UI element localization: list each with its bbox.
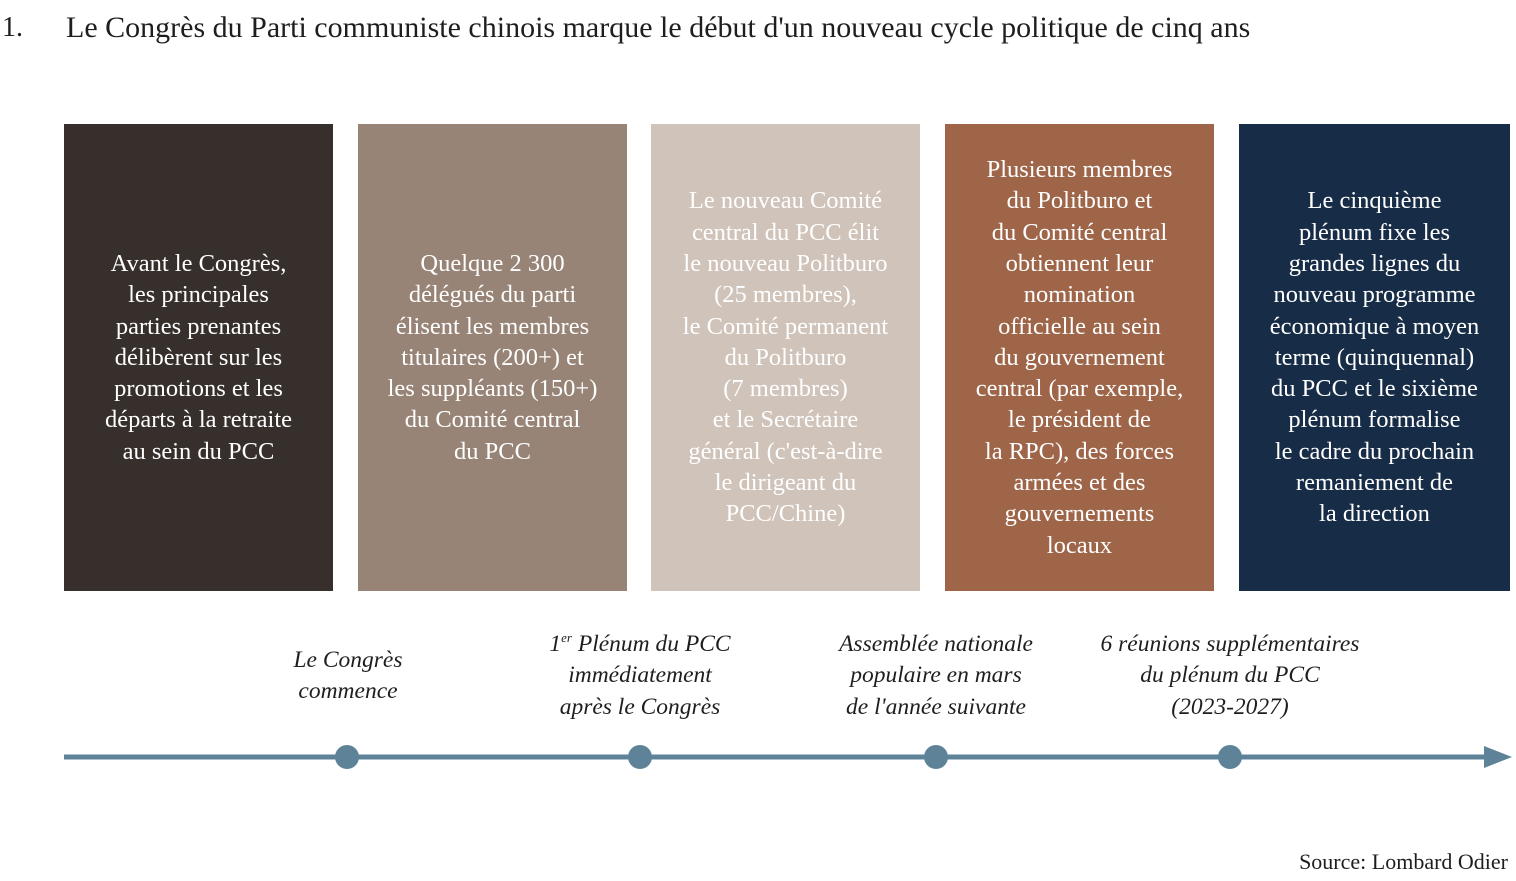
ordinal-suffix: er [561, 630, 572, 646]
stage-box-4-national-assembly [945, 124, 1214, 591]
box-line: du PCC [454, 437, 531, 465]
milestone-label-congress-begins [248, 645, 448, 708]
milestone-line: 6 réunions supplémentaires [1100, 631, 1360, 657]
box-line: du Comité central [991, 218, 1168, 246]
box-line: du Politburo et [1006, 187, 1153, 215]
box-line: obtiennent leur [1005, 249, 1154, 277]
box-line: grandes lignes du [1288, 249, 1461, 277]
milestone-line: immédiatement [568, 662, 712, 689]
box-line: les suppléants (150+) [387, 375, 598, 403]
box-line: du PCC et le sixième [1271, 375, 1478, 403]
milestone-line: populaire en mars [850, 662, 1022, 689]
milestone-line: après le Congrès [559, 693, 721, 720]
milestone-line: Le Congrès [293, 647, 403, 673]
stage-box-3-first-plenum [651, 124, 920, 591]
box-line: promotions et les [114, 375, 283, 403]
stage-box-4-text [976, 154, 1183, 561]
source-credit: Source: Lombard Odier [1299, 849, 1508, 874]
box-line: gouvernements [1004, 500, 1155, 528]
box-line: du Comité central [404, 406, 581, 434]
box-line: central (par exemple, [975, 375, 1184, 403]
box-line: Avant le Congrès, [110, 249, 287, 277]
box-line: (25 membres), [714, 281, 857, 309]
box-line: le Comité permanent [682, 312, 889, 340]
figure-title: Le Congrès du Parti communiste chinois marque le début d'un nouveau cycle politique de cinq ans [66, 11, 1251, 44]
box-line: du gouvernement [994, 343, 1165, 371]
timeline-axis [0, 730, 1516, 790]
milestone-label-national-assembly [806, 629, 1066, 723]
box-line: plénum formalise [1288, 406, 1461, 434]
stage-box-1-pre-congress [64, 124, 333, 591]
box-line: économique à moyen [1269, 312, 1480, 340]
box-line: armées et des [1013, 469, 1146, 497]
box-line: le nouveau Politburo [683, 249, 888, 277]
figure-number: 1. [2, 12, 23, 43]
timeline-arrowhead-icon [1484, 746, 1512, 768]
milestone-line-rest: Plénum du PCC [571, 631, 731, 657]
ordinal-number: 1 [549, 631, 562, 657]
box-line: et le Secrétaire [712, 406, 859, 434]
milestone-line: du plénum du PCC [1140, 662, 1320, 689]
box-line: PCC/Chine) [725, 500, 846, 528]
box-line: titulaires (200+) et [401, 343, 584, 371]
box-line: Le nouveau Comité [688, 187, 883, 215]
box-line: remaniement de [1295, 469, 1454, 497]
milestone-line: (2023-2027) [1171, 693, 1289, 720]
box-line: terme (quinquennal) [1274, 343, 1475, 371]
box-line: (7 membres) [723, 375, 848, 403]
timeline-marker-4 [1218, 745, 1242, 769]
milestone-line: Assemblée nationale [839, 631, 1033, 657]
milestone-line: commence [298, 678, 398, 705]
stage-box-5-later-plenums [1239, 124, 1510, 591]
box-line: nomination [1023, 281, 1136, 309]
box-line: le cadre du prochain [1274, 437, 1475, 465]
box-line: la RPC), des forces [984, 437, 1175, 465]
stage-box-2-congress-delegates [358, 124, 627, 591]
timeline-marker-2 [628, 745, 652, 769]
box-line: au sein du PCC [122, 437, 275, 465]
box-line: le président de [1008, 406, 1151, 434]
box-line: Le cinquième [1307, 187, 1442, 215]
timeline-marker-1 [335, 745, 359, 769]
box-line: parties prenantes [115, 312, 282, 340]
box-line: Plusieurs membres [986, 156, 1173, 184]
milestone-line [520, 629, 760, 660]
stage-box-5-text [1270, 185, 1480, 529]
box-line: plénum fixe les [1298, 218, 1451, 246]
box-line: les principales [128, 281, 269, 309]
box-line: Quelque 2 300 [420, 249, 565, 277]
milestone-label-additional-plenums [1070, 629, 1390, 723]
stage-box-3-text [683, 185, 888, 529]
stage-box-2-text [388, 248, 598, 467]
box-line: général (c'est-à-dire [688, 437, 883, 465]
box-line: nouveau programme [1273, 281, 1476, 309]
box-line: délégués du parti [408, 281, 577, 309]
box-line: départs à la retraite [104, 406, 293, 434]
box-line: central du PCC élit [691, 218, 880, 246]
box-line: du Politburo [724, 343, 847, 371]
milestone-label-first-plenum [520, 629, 760, 723]
milestone-line: de l'année suivante [846, 693, 1026, 720]
box-line: la direction [1319, 500, 1430, 528]
timeline-marker-3 [924, 745, 948, 769]
box-line: locaux [1046, 531, 1113, 559]
box-line: le dirigeant du [714, 469, 857, 497]
stage-box-1-text [105, 248, 292, 467]
box-line: élisent les membres [395, 312, 590, 340]
figure-header [0, 8, 1516, 48]
box-line: officielle au sein [998, 312, 1161, 340]
box-line: délibèrent sur les [114, 343, 283, 371]
